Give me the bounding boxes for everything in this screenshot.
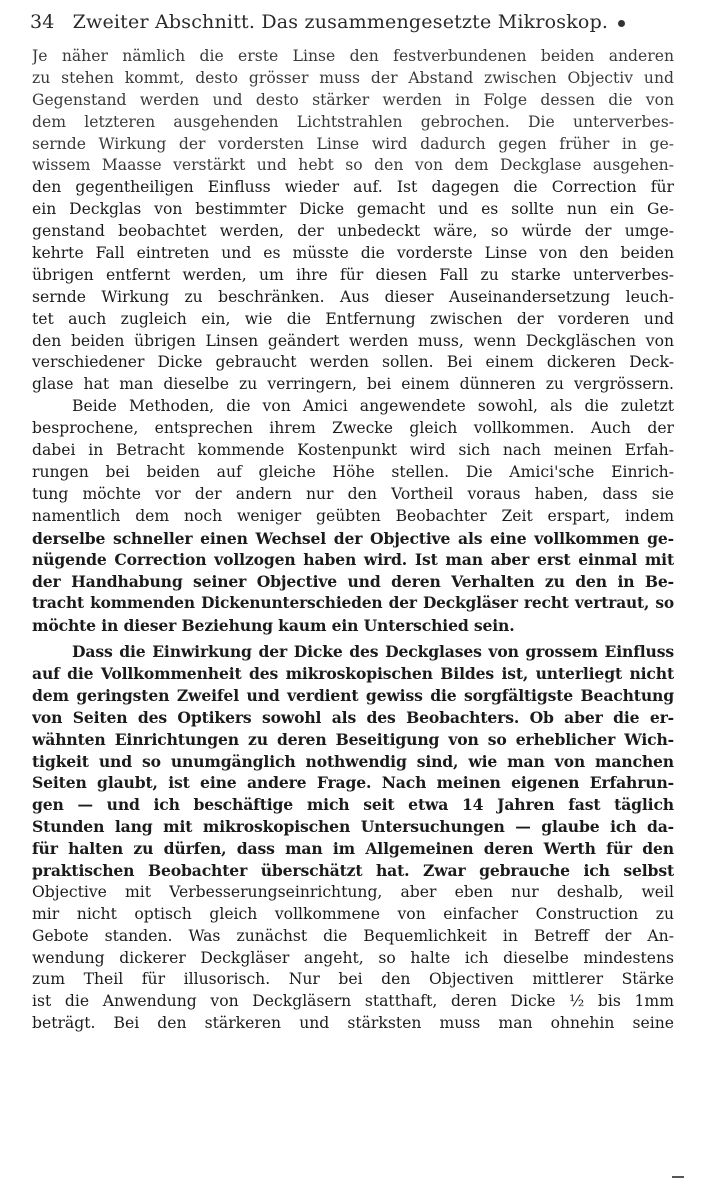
text-line: wissem Maasse verstärkt und hebt so den von dem Deckglase ausgehen- [32,156,674,175]
text-line: besprochene, entsprechen ihrem Zwecke gleich vollkommen. Auch der [32,419,674,438]
text-line: ist die Anwendung von Deckgläsern statthaft, deren Dicke ½ bis 1mm [32,992,674,1011]
text-line: Gebote standen. Was zunächst die Bequemlichkeit in Betreff der An- [32,926,674,945]
text-line: tigkeit und so unumgänglich nothwendig sind, wie man von manchen [32,751,674,771]
text-line: namentlich dem noch weniger geübten Beobachter Zeit erspart, indem [32,506,674,525]
running-title: Zweiter Abschnitt. Das zusammengesetzte Mikroskop. [72,11,609,33]
text-line: ein Deckglas von bestimmter Dicke gemacht und es sollte nun ein Ge- [32,200,674,219]
text-line: für halten zu dürfen, dass man im Allgemeinen deren Werth für den [32,839,674,859]
text-line: tung möchte vor der andern nur den Vortheil voraus haben, dass sie [32,484,674,503]
text-line: Gegenstand werden und desto stärker werden in Folge dessen die von [32,90,674,109]
text-line: nügende Correction vollzogen haben wird. Ist man aber erst einmal mit [32,550,674,570]
text-line: den gegentheiligen Einfluss wieder auf. Ist dagegen die Correction für [32,178,674,197]
text-line: mir nicht optisch gleich vollkommene von einfacher Construction zu [32,904,674,923]
text-line: dabei in Betracht kommende Kostenpunkt wird sich nach meinen Erfah- [32,441,674,460]
text-line: praktischen Beobachter überschätzt hat. Zwar gebrauche ich selbst [32,860,674,880]
text-line: wähnten Einrichtungen zu deren Beseitigung von so erheblicher Wich- [32,729,674,749]
footer-dash [672,1176,684,1178]
text-line: dem geringsten Zweifel und verdient gewiss die sorgfältigste Beachtung [32,685,674,705]
text-line: sernde Wirkung der vordersten Linse wird dadurch gegen früher in ge- [32,134,674,153]
body-text [32,46,674,1035]
ink-blot [618,20,625,27]
text-line: möchte in dieser Beziehung kaum ein Unterschied sein. [32,616,515,636]
text-line: glase hat man dieselbe zu verringern, bei einem dünneren zu vergrössern. [32,375,674,394]
text-line: Je näher nämlich die erste Linse den festverbundenen beiden anderen [32,47,674,65]
text-line: den beiden übrigen Linsen geändert werden muss, wenn Deckgläschen von [32,331,674,350]
text-line: wendung dickerer Deckgläser angeht, so halte ich dieselbe mindestens [32,948,674,967]
text-line: rungen bei beiden auf gleiche Höhe stellen. Die Amici'sche Einrich- [32,462,674,481]
text-line: Objective mit Verbesserungseinrichtung, aber eben nur deshalb, weil [32,882,674,901]
text-line: Dass die Einwirkung der Dicke des Deckglases von grossem Einfluss [72,642,674,662]
running-head [30,8,680,36]
text-line: übrigen entfernt werden, um ihre für diesen Fall zu starke unterverbes- [32,265,674,284]
page-number: 34 [30,11,55,33]
text-line: gen — und ich beschäftige mich seit etwa 14 Jahren fast täglich [32,795,674,815]
text-line: von Seiten des Optikers sowohl als des Beobachters. Ob aber die er- [32,707,674,727]
text-line: zum Theil für illusorisch. Nur bei den Objectiven mittlerer Stärke [32,970,674,989]
text-line: Seiten glaubt, ist eine andere Frage. Nach meinen eigenen Erfahrun- [32,773,674,793]
text-line: Beide Methoden, die von Amici angewendete sowohl, als die zuletzt [72,397,674,416]
text-line: dem letzteren ausgehenden Lichtstrahlen gebrochen. Die unterverbes- [32,112,674,131]
text-line: auf die Vollkommenheit des mikroskopischen Bildes ist, unterliegt nicht [32,663,674,683]
text-line: der Handhabung seiner Objective und deren Verhalten zu den in Be- [32,572,674,592]
text-line: tracht kommenden Dickenunterschieden der Deckgläser recht vertraut, so [32,594,674,613]
text-line: genstand beobachtet werden, der unbedeckt wäre, so würde der umge- [32,222,674,241]
text-line: Stunden lang mit mikroskopischen Untersuchungen — glaube ich da- [32,817,674,837]
text-line: kehrte Fall eintreten und es müsste die vorderste Linse von den beiden [32,244,674,263]
text-line: zu stehen kommt, desto grösser muss der Abstand zwischen Objectiv und [32,68,674,87]
text-line: derselbe schneller einen Wechsel der Objective als eine vollkommen ge- [32,528,674,548]
text-line: beträgt. Bei den stärkeren und stärksten muss man ohnehin seine [32,1014,674,1033]
text-line: tet auch zugleich ein, wie die Entfernung zwischen der vorderen und [32,309,674,328]
text-line: verschiedener Dicke gebraucht werden sollen. Bei einem dickeren Deck- [32,353,674,372]
text-line: sernde Wirkung zu beschränken. Aus dieser Auseinandersetzung leuch- [32,287,674,306]
